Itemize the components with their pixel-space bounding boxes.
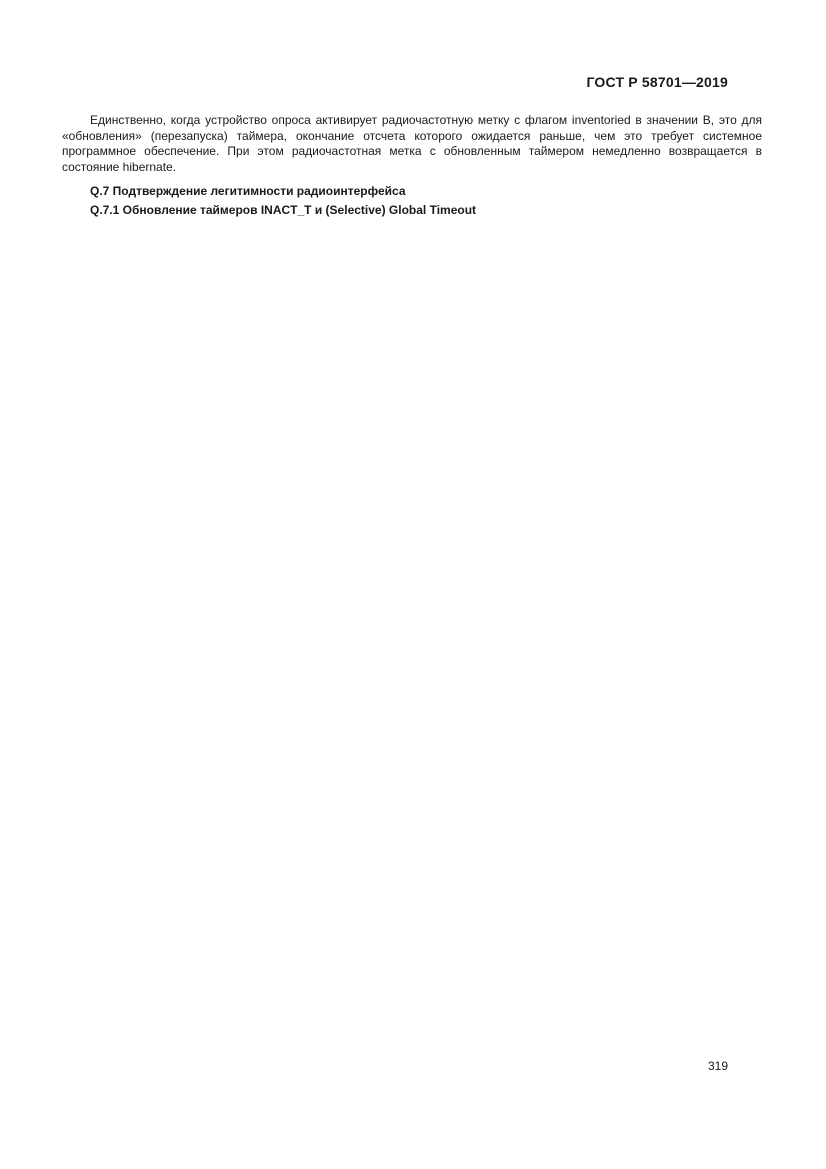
paragraph: Единственно, когда устройство опроса активирует радиочастотную метку с флагом inventoried в значении B, это для «обновления» (перезапуска) таймера, окончание отсчета которого ожидается раньше, чем это требует системное программное обеспечение. При этом радиочастотная метка с обновленным таймером немедленно возвращается в состояние hibernate. [62, 113, 762, 174]
document-body [62, 113, 762, 219]
page-number: 319 [707, 1059, 728, 1073]
document-standard-code: ГОСТ Р 58701—2019 [586, 74, 728, 90]
section-heading: Q.7 Подтверждение легитимности радиоинтерфейса [90, 184, 406, 199]
subsection-heading: Q.7.1 Обновление таймеров INACT_T и (Selective) Global Timeout [90, 202, 477, 217]
